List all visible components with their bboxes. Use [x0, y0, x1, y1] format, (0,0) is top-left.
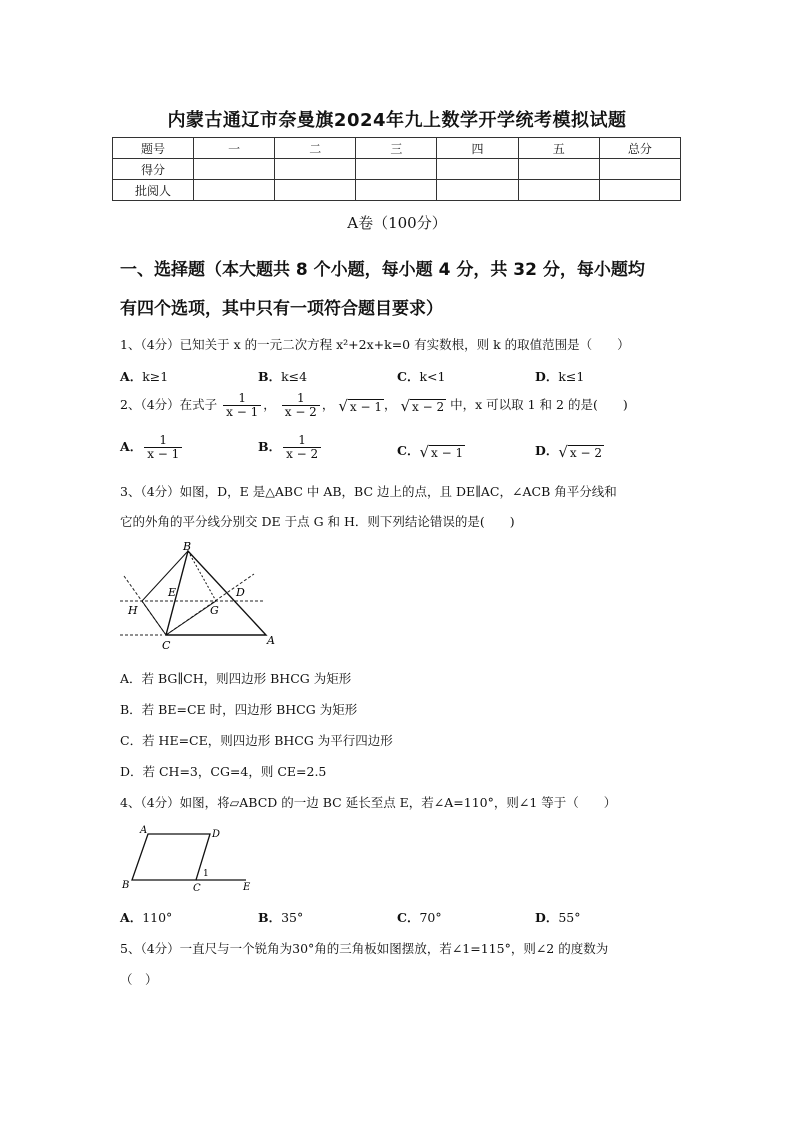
square-root: √ x − 1: [419, 442, 464, 461]
q2-suffix: 中，x 可以取 1 和 2 的是( ): [450, 397, 628, 413]
question-3-line2: 它的外角的平分线分别交 DE 于点 G 和 H．则下列结论错误的是( ): [120, 514, 515, 529]
section-heading-line2: 有四个选项，其中只有一项符合题目要求）: [120, 299, 443, 319]
label-d: D: [212, 829, 221, 840]
score-cell[interactable]: [194, 159, 275, 180]
label-a: A: [267, 634, 275, 647]
q3-option-d[interactable]: D．若 CH=3，CG=4，则 CE=2.5: [120, 764, 327, 779]
q2-option-c[interactable]: [397, 441, 465, 461]
q2-option-b[interactable]: [258, 434, 323, 461]
question-3-line1: 3、（4分）如图，D，E 是△ABC 中 AB，BC 边上的点，且 DE∥AC，∠ACB 角平分线和: [120, 484, 617, 499]
q3-option-b[interactable]: B．若 BE=CE 时，四边形 BHCG 为矩形: [120, 702, 358, 717]
score-cell[interactable]: [518, 180, 599, 201]
q2-option-a[interactable]: [120, 434, 184, 461]
score-cell[interactable]: [275, 180, 356, 201]
score-header-cell: 一: [194, 138, 275, 159]
radicand: x − 2: [569, 445, 602, 460]
radicand: x − 1: [349, 399, 382, 414]
option-letter: B．: [258, 910, 282, 925]
score-header-cell: 二: [275, 138, 356, 159]
q2-option-d[interactable]: [535, 441, 604, 461]
fraction: [282, 392, 320, 419]
option-letter: C．: [397, 443, 420, 458]
question-1: 1、（4分）已知关于 x 的一元二次方程 x²+2x+k=0 有实数根，则 k 的取值范围是（ ）: [120, 337, 630, 352]
score-table: [112, 137, 681, 201]
score-table-header-row: [113, 138, 681, 159]
question-5-line2: （ ）: [120, 972, 158, 987]
score-header-cell: 五: [518, 138, 599, 159]
q4-option-d[interactable]: [535, 908, 581, 926]
label-e: E: [243, 882, 251, 893]
question-5-line1: 5、（4分）一直尺与一个锐角为30°角的三角板如图摆放，若∠1=115°，则∠2 的度数为: [120, 941, 609, 956]
q4-option-a[interactable]: [120, 908, 172, 926]
separator: ，: [263, 397, 276, 413]
fraction-denominator: x − 2: [283, 447, 321, 461]
label-g: G: [210, 604, 219, 617]
label-h: H: [128, 604, 138, 617]
fraction: [144, 434, 182, 461]
separator: ，: [383, 397, 397, 413]
score-cell[interactable]: [437, 180, 518, 201]
q1-option-a[interactable]: [120, 367, 168, 385]
score-header-cell: 总分: [599, 138, 680, 159]
label-c: C: [162, 639, 171, 652]
option-letter: C．: [397, 910, 420, 925]
parallelogram-abcd: [132, 834, 210, 880]
fraction-numerator: 1: [296, 391, 305, 405]
q1-option-d[interactable]: [535, 367, 584, 385]
score-cell[interactable]: [356, 180, 437, 201]
label-d: D: [236, 586, 245, 599]
q3-option-c[interactable]: C．若 HE=CE，则四边形 BHCG 为平行四边形: [120, 733, 393, 748]
fraction-numerator: 1: [298, 433, 306, 447]
option-letter: B．: [258, 369, 282, 384]
fraction-denominator: x − 1: [223, 405, 261, 419]
fraction-numerator: 1: [238, 391, 246, 405]
square-root: √ x − 1: [338, 396, 382, 415]
section-heading-line1: 一、选择题（本大题共 8 个小题，每小题 4 分，共 32 分，每小题均: [120, 260, 645, 280]
fraction: [223, 392, 261, 419]
q2-prefix: 2、（4分）在式子: [120, 397, 218, 413]
score-table-row: [113, 180, 681, 201]
score-row-label: 批阅人: [113, 180, 194, 201]
volume-heading: A卷（100分）: [347, 214, 447, 232]
separator: ，: [321, 397, 335, 413]
score-cell[interactable]: [356, 159, 437, 180]
square-root: √ x − 2: [558, 442, 602, 461]
label-e: E: [168, 586, 177, 599]
radicand: x − 2: [412, 399, 445, 414]
q4-parallelogram-figure: [118, 822, 263, 894]
option-value: 35°: [281, 910, 304, 925]
q1-option-b[interactable]: [258, 367, 307, 385]
square-root: √ x − 2: [400, 396, 445, 415]
label-a: A: [140, 825, 148, 836]
score-cell[interactable]: [518, 159, 599, 180]
option-value: 70°: [419, 910, 442, 925]
label-b: B: [122, 880, 130, 891]
score-header-cell: 四: [437, 138, 518, 159]
q3-triangle-figure: [112, 538, 282, 653]
score-row-label: 得分: [113, 159, 194, 180]
option-letter: B．: [258, 439, 282, 455]
option-letter: A．: [120, 369, 143, 384]
q4-option-b[interactable]: [258, 908, 303, 926]
option-value: k≤4: [281, 369, 308, 384]
fraction-denominator: x − 2: [282, 405, 320, 419]
option-value: 110°: [142, 910, 173, 925]
option-letter: A．: [120, 910, 143, 925]
fraction: [283, 434, 321, 461]
question-4: 4、（4分）如图，将▱ABCD 的一边 BC 延长至点 E，若∠A=110°，则∠1 等于（ ）: [120, 795, 617, 810]
score-header-cell: 三: [356, 138, 437, 159]
option-value: k≥1: [142, 369, 169, 384]
exam-title: 内蒙古通辽市奈曼旗2024年九上数学开学统考模拟试题: [167, 110, 627, 131]
option-letter: D．: [535, 369, 559, 384]
score-cell[interactable]: [599, 180, 680, 201]
triangle-abc: [166, 551, 266, 635]
label-c: C: [193, 883, 201, 894]
option-letter: C．: [397, 369, 420, 384]
label-b: B: [183, 540, 192, 553]
option-value: k<1: [419, 369, 446, 384]
fraction-denominator: x − 1: [144, 447, 182, 461]
score-cell[interactable]: [599, 159, 680, 180]
option-value: 55°: [558, 910, 581, 925]
score-table-row: [113, 159, 681, 180]
question-2: [120, 392, 628, 419]
q4-option-c[interactable]: [397, 908, 442, 926]
q1-option-c[interactable]: [397, 367, 445, 385]
radicand: x − 1: [431, 445, 464, 460]
option-letter: D．: [535, 443, 559, 458]
fraction-numerator: 1: [159, 433, 168, 447]
score-header-cell: 题号: [113, 138, 194, 159]
score-cell[interactable]: [437, 159, 518, 180]
option-value: k≤1: [558, 369, 585, 384]
q3-option-a[interactable]: A．若 BG∥CH，则四边形 BHCG 为矩形: [120, 671, 352, 686]
score-cell[interactable]: [194, 180, 275, 201]
option-letter: A．: [120, 439, 143, 455]
label-angle-1: 1: [203, 869, 209, 879]
segment-hc: [142, 601, 166, 635]
option-letter: D．: [535, 910, 559, 925]
score-cell[interactable]: [275, 159, 356, 180]
